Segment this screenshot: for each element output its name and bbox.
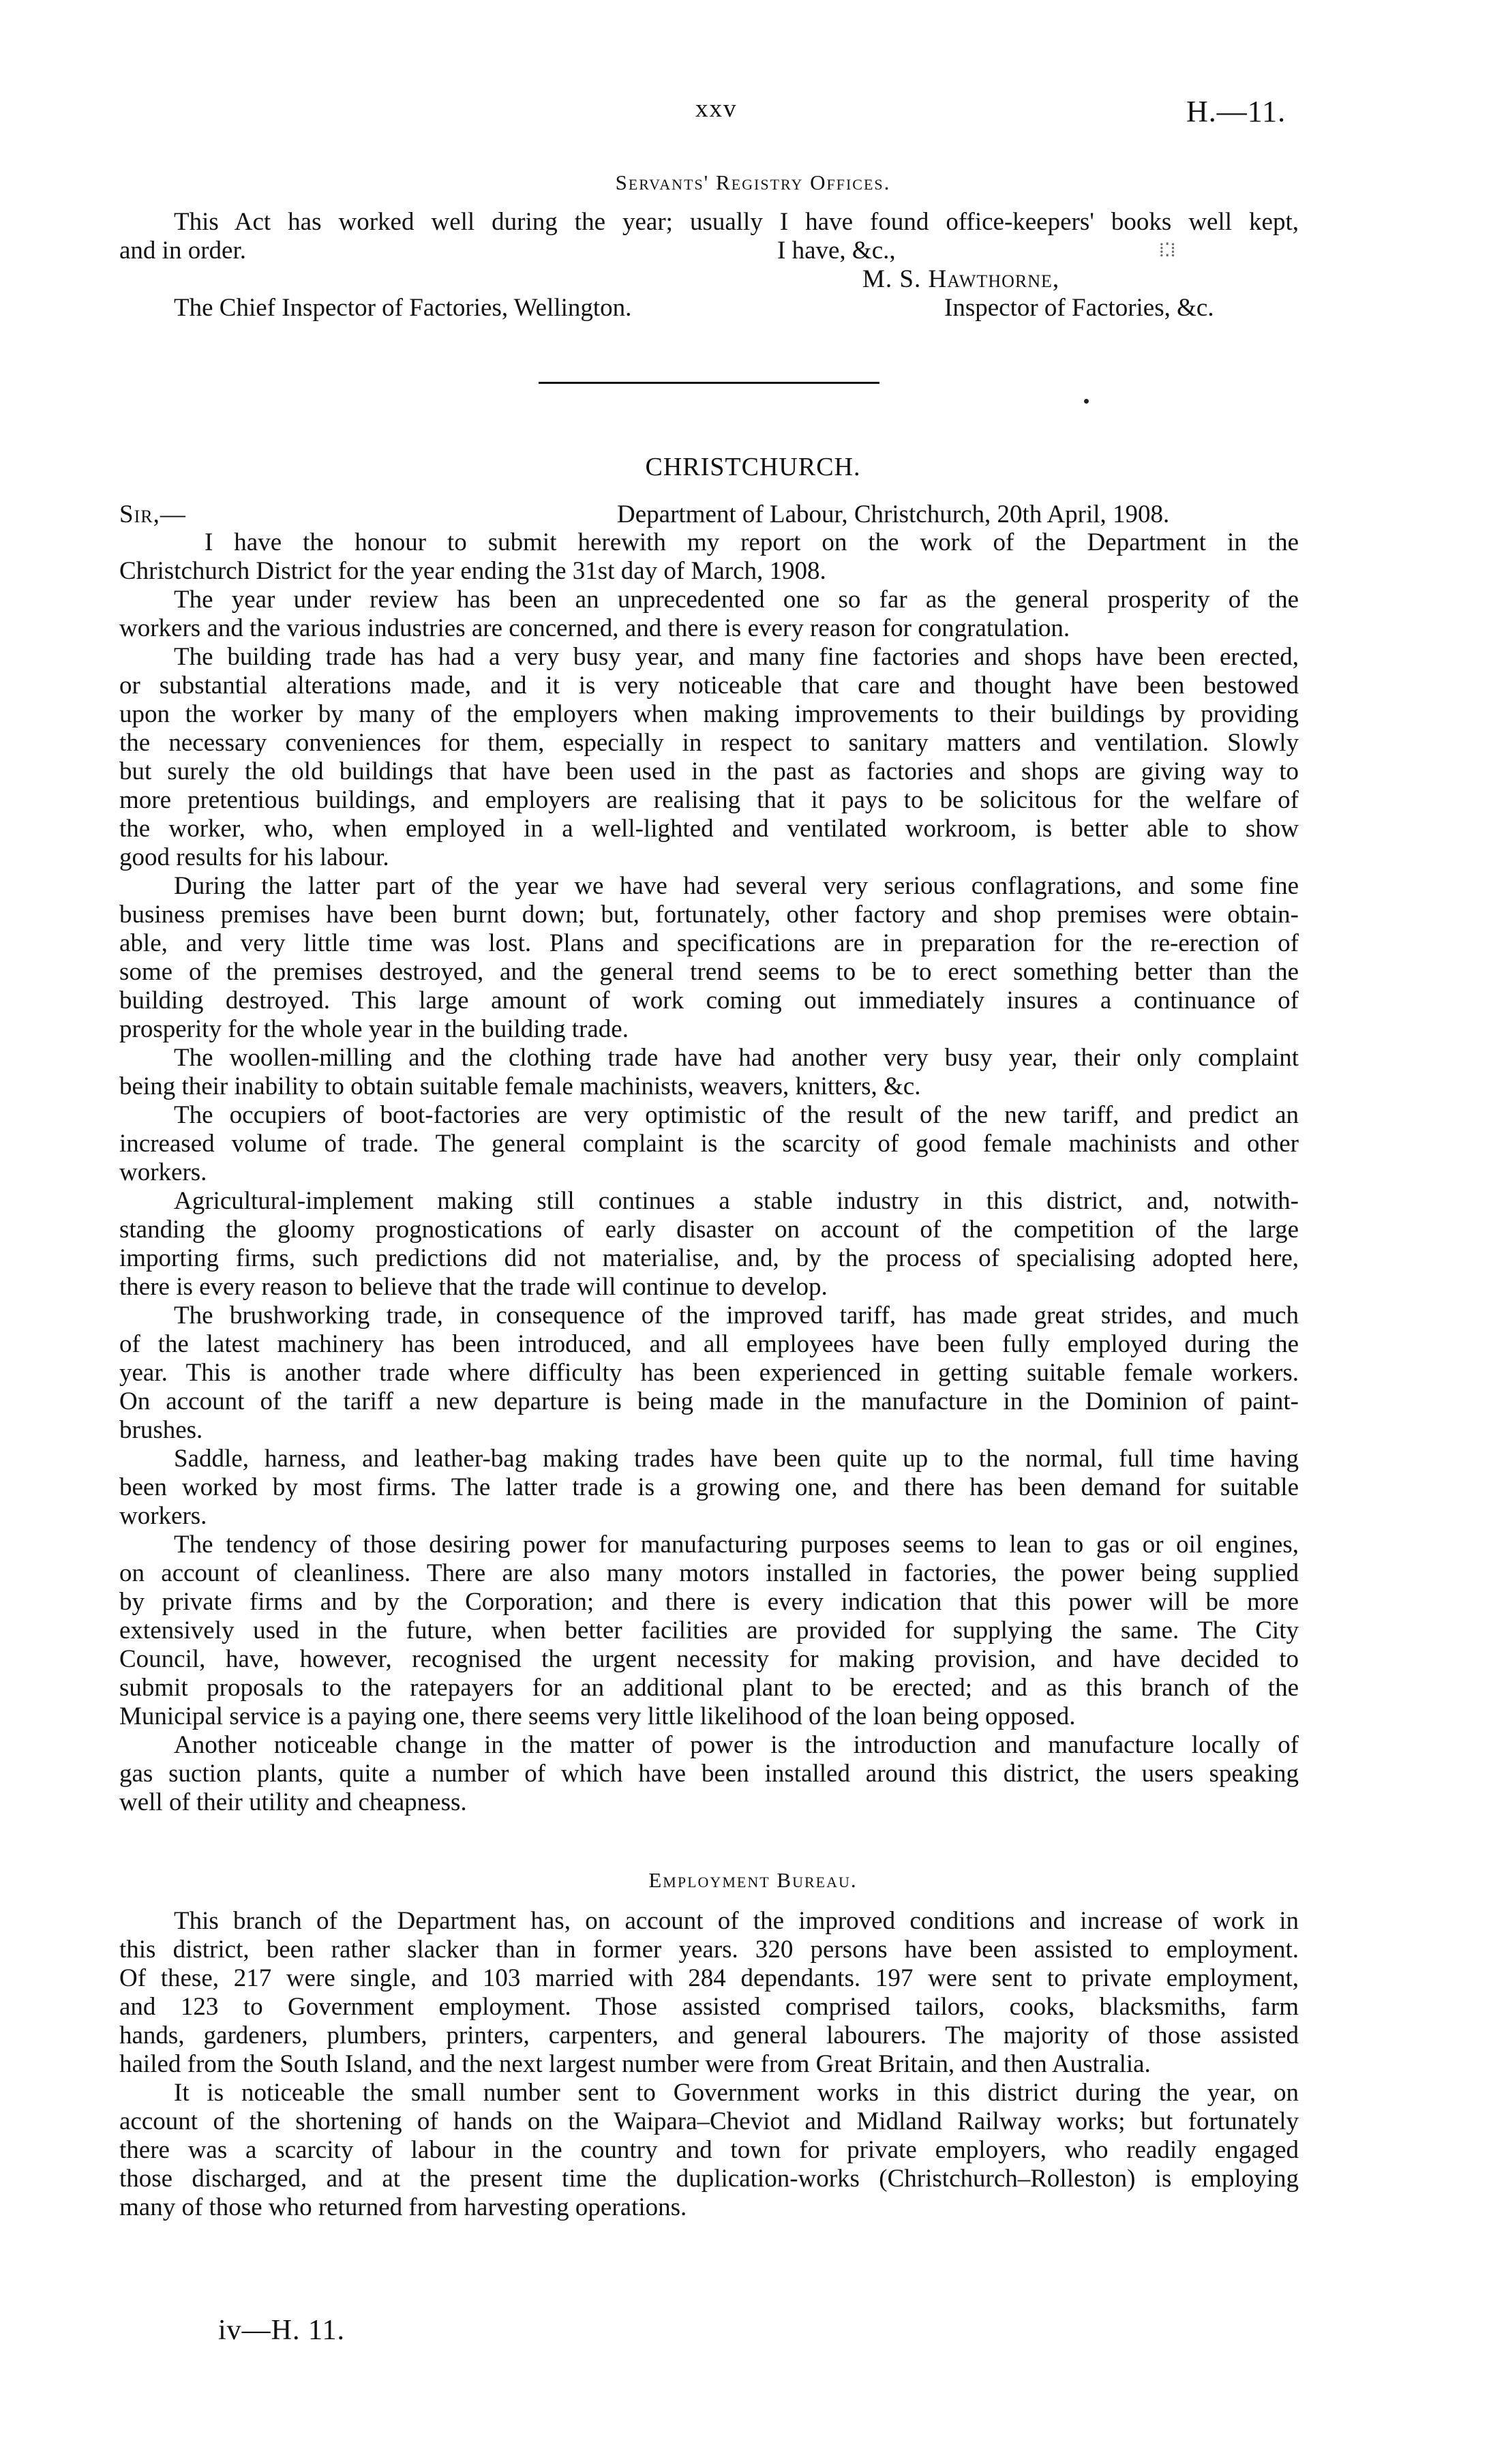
signer-title: Inspector of Factories, &c. [944,294,1214,322]
ch-p3-l6: more pretentious buildings, and employers are realising that it pays to be solicitous for the welfare of [119,786,1299,814]
ch-p10-l7: Municipal service is a paying one, there seems very little likelihood of the loan being opposed. [119,1702,1076,1730]
ch-p8-l1: The brushworking trade, in consequence of the improved tariff, has made great strides, and much [174,1302,1299,1329]
ch-p7-l3: importing firms, such predictions did not materialise, and, by the process of specialising adopted here, [119,1244,1299,1272]
ch-p8-l5: brushes. [119,1416,203,1444]
ch-p5-l2: being their inability to obtain suitable female machinists, weavers, knitters, &c. [119,1072,921,1100]
ch-p11-l3: well of their utility and cheapness. [119,1788,467,1816]
ch-p4-l1: During the latter part of the year we have had several very serious conflagrations, and some fine [174,872,1299,900]
ch-p6-l1: The occupiers of boot-factories are very optimistic of the result of the new tariff, and predict an [174,1101,1299,1129]
document-reference: H.—11. [1186,95,1286,128]
ch-p11-l2: gas suction plants, quite a number of which have been installed around this district, the users speaking [119,1760,1299,1788]
em-p1-l2: this district, been rather slacker than in former years. 320 persons have been assisted to employment. [119,1936,1299,1964]
ch-p1-l1: I have the honour to submit herewith my report on the work of the Department in the [205,528,1299,556]
ch-p1-l2: Christchurch District for the year ending the 31st day of March, 1908. [119,557,826,585]
ch-p3-l4: the necessary conveniences for them, especially in respect to sanitary matters and ventilation. Slowly [119,729,1299,757]
ch-p11-l1: Another noticeable change in the matter of power is the introduction and manufacture locally of [174,1731,1299,1759]
ch-p6-l3: workers. [119,1158,207,1186]
dateline: Department of Labour, Christchurch, 20th April, 1908. [617,500,1170,528]
em-p2-l5: many of those who returned from harvesting operations. [119,2193,687,2221]
ch-p9-l2: been worked by most firms. The latter trade is a growing one, and there has been demand for suitable [119,1473,1299,1501]
ch-p4-l4: some of the premises destroyed, and the general trend seems to be to erect something better than the [119,958,1299,986]
ch-p10-l6: submit proposals to the ratepayers for an additional plant to be erected; and as this branch of the [119,1674,1299,1702]
em-p2-l4: those discharged, and at the present time the duplication-works (Christchurch–Rolleston) is employing [119,2165,1299,2193]
page-number: xxv [695,95,738,123]
scan-mark: ⁞⁚⁞ [1159,240,1176,261]
em-p1-l1: This branch of the Department has, on account of the improved conditions and increase of work in [174,1907,1299,1935]
ch-p9-l1: Saddle, harness, and leather-bag making trades have been quite up to the normal, full time having [174,1445,1299,1473]
ch-p3-l1: The building trade has had a very busy year, and many fine factories and shops have been erected, [174,643,1299,671]
signer-name: M. S. Hawthorne, [862,265,1060,293]
ch-p7-l4: there is every reason to believe that the trade will continue to develop. [119,1273,828,1301]
ch-p6-l2: increased volume of trade. The general complaint is the scarcity of good female machinists and other [119,1130,1299,1158]
servants-registry-heading: Servants' Registry Offices. [615,170,891,194]
employment-bureau-heading: Employment Bureau. [648,1868,858,1892]
salutation: Sir,— [119,500,186,528]
ch-p10-l5: Council, have, however, recognised the urgent necessity for making provision, and have decided to [119,1645,1299,1673]
ch-p8-l3: year. This is another trade where difficulty has been experienced in getting suitable female workers. [119,1359,1299,1387]
ch-p3-l3: upon the worker by many of the employers when making improvements to their buildings by providing [119,700,1299,728]
servants-line-2-left: and in order. [119,237,246,265]
addressee: The Chief Inspector of Factories, Wellington. [174,294,632,322]
ch-p2-l2: workers and the various industries are concerned, and there is every reason for congratulation. [119,614,1070,642]
ch-p9-l3: workers. [119,1502,207,1530]
ch-p7-l1: Agricultural-implement making still continues a stable industry in this district, and, notwith- [174,1187,1299,1215]
ch-p10-l1: The tendency of those desiring power for manufacturing purposes seems to lean to gas or oil engines, [174,1531,1299,1559]
em-p1-l3: Of these, 217 were single, and 103 married with 284 dependants. 197 were sent to private employment, [119,1964,1299,1992]
scan-speck [1084,399,1089,404]
employment-body [119,1907,1299,2222]
ch-p3-l7: the worker, who, when employed in a well-lighted and ventilated workroom, is better able to show [119,815,1299,843]
ch-p2-l1: The year under review has been an unprecedented one so far as the general prosperity of the [174,586,1299,614]
ch-p8-l4: On account of the tariff a new departure is being made in the manufacture in the Dominion of paint- [119,1387,1299,1415]
em-p1-l6: hailed from the South Island, and the next largest number were from Great Britain, and then Australia. [119,2050,1151,2078]
servants-line-1: This Act has worked well during the year; usually I have found office-keepers' books well kept, [174,208,1299,236]
em-p2-l1: It is noticeable the small number sent to Government works in this district during the year, on [174,2079,1299,2107]
ch-p4-l3: able, and very little time was lost. Plans and specifications are in preparation for the re-erection of [119,929,1299,957]
section-divider [539,382,879,384]
ch-p4-l6: prosperity for the whole year in the building trade. [119,1015,629,1043]
ch-p10-l2: on account of cleanliness. There are also many motors installed in factories, the power being supplied [119,1559,1299,1587]
ch-p7-l2: standing the gloomy prognostications of early disaster on account of the competition of the large [119,1216,1299,1244]
ch-p8-l2: of the latest machinery has been introduced, and all employees have been fully employed during the [119,1330,1299,1358]
em-p1-l5: hands, gardeners, plumbers, printers, carpenters, and general labourers. The majority of those assisted [119,2022,1299,2049]
servants-closing: I have, &c., [777,237,896,265]
em-p1-l4: and 123 to Government employment. Those assisted comprised tailors, cooks, blacksmiths, farm [119,1993,1299,2021]
ch-p5-l1: The woollen-milling and the clothing trade have had another very busy year, their only complaint [174,1044,1299,1072]
christchurch-heading: CHRISTCHURCH. [645,453,861,481]
em-p2-l2: account of the shortening of hands on the Waipara–Cheviot and Midland Railway works; but fortunately [119,2107,1299,2135]
ch-p4-l2: business premises have been burnt down; but, fortunately, other factory and shop premises were obtain- [119,901,1299,929]
footer-signature: iv—H. 11. [218,2315,345,2346]
ch-p3-l2: or substantial alterations made, and it is very noticeable that care and thought have been bestowed [119,672,1299,700]
ch-p10-l4: extensively used in the future, when better facilities are provided for supplying the same. The City [119,1617,1299,1644]
ch-p10-l3: by private firms and by the Corporation; and there is every indication that this power will be more [119,1588,1299,1616]
em-p2-l3: there was a scarcity of labour in the country and town for private employers, who readily engaged [119,2136,1299,2164]
ch-p4-l5: building destroyed. This large amount of work coming out immediately insures a continuance of [119,987,1299,1015]
ch-p3-l5: but surely the old buildings that have been used in the past as factories and shops are giving way to [119,757,1299,785]
christchurch-body [119,528,1299,1817]
ch-p3-l8: good results for his labour. [119,843,389,871]
